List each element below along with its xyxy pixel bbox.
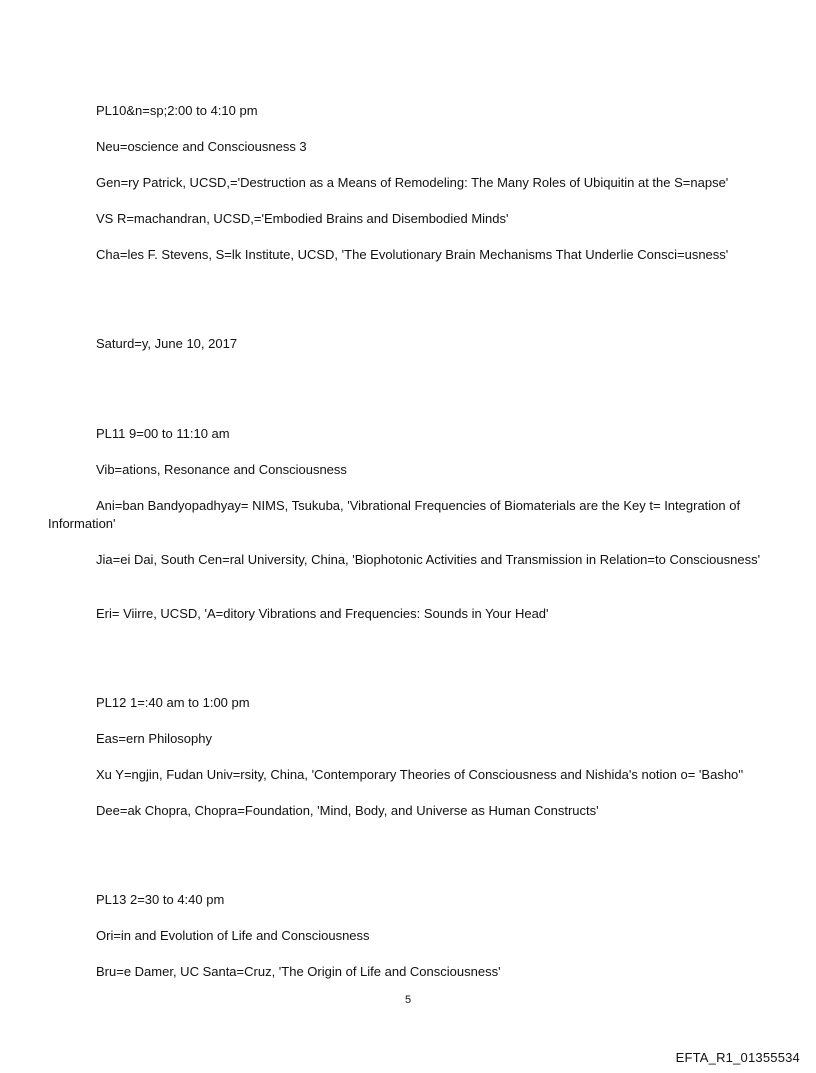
session-pl11-time: PL11 9=00 to 11:10 am bbox=[96, 426, 230, 441]
session-pl13-title: Ori=in and Evolution of Life and Consciousness bbox=[96, 928, 370, 943]
talk-bandyopadhyay: Ani=ban Bandyopadhyay= NIMS, Tsukuba, 'Vibrational Frequencies of Biomaterials are the Key t= Integration of Information' bbox=[48, 498, 741, 531]
session-pl11-title: Vib=ations, Resonance and Consciousness bbox=[96, 462, 347, 477]
talk-ramachandran: VS R=machandran, UCSD,='Embodied Brains and Disembodied Minds' bbox=[96, 211, 509, 226]
talk-jiapei-dai: Jia=ei Dai, South Cen=ral University, China, 'Biophotonic Activities and Transmission in Relation=to Consciousness' bbox=[96, 552, 761, 567]
talk-deepak-chopra: Dee=ak Chopra, Chopra=Foundation, 'Mind, Body, and Universe as Human Constructs' bbox=[96, 803, 599, 818]
talk-gentry-patrick: Gen=ry Patrick, UCSD,='Destruction as a Means of Remodeling: The Many Roles of Ubiquitin at the S=napse' bbox=[96, 175, 729, 190]
session-pl10-title: Neu=oscience and Consciousness 3 bbox=[96, 139, 307, 154]
talk-bruce-damer: Bru=e Damer, UC Santa=Cruz, 'The Origin of Life and Consciousness' bbox=[96, 964, 501, 979]
talk-xu-yingjin: Xu Y=ngjin, Fudan Univ=rsity, China, 'Contemporary Theories of Consciousness and Nishida's notion o= 'Basho'' bbox=[96, 767, 744, 782]
session-pl10-time: PL10&n=sp;2:00 to 4:10 pm bbox=[96, 103, 258, 118]
session-pl12-title: Eas=ern Philosophy bbox=[96, 731, 212, 746]
talk-charles-stevens: Cha=les F. Stevens, S=lk Institute, UCSD, 'The Evolutionary Brain Mechanisms That Underlie Consci=usness' bbox=[96, 247, 729, 262]
session-pl12-time: PL12 1=:40 am to 1:00 pm bbox=[96, 695, 250, 710]
document-id: EFTA_R1_01355534 bbox=[675, 1050, 800, 1065]
talk-eric-viirre: Eri= Viirre, UCSD, 'A=ditory Vibrations and Frequencies: Sounds in Your Head' bbox=[96, 606, 549, 621]
day-heading: Saturd=y, June 10, 2017 bbox=[96, 336, 238, 351]
page-number: 5 bbox=[404, 994, 412, 1006]
session-pl13-time: PL13 2=30 to 4:40 pm bbox=[96, 892, 225, 907]
